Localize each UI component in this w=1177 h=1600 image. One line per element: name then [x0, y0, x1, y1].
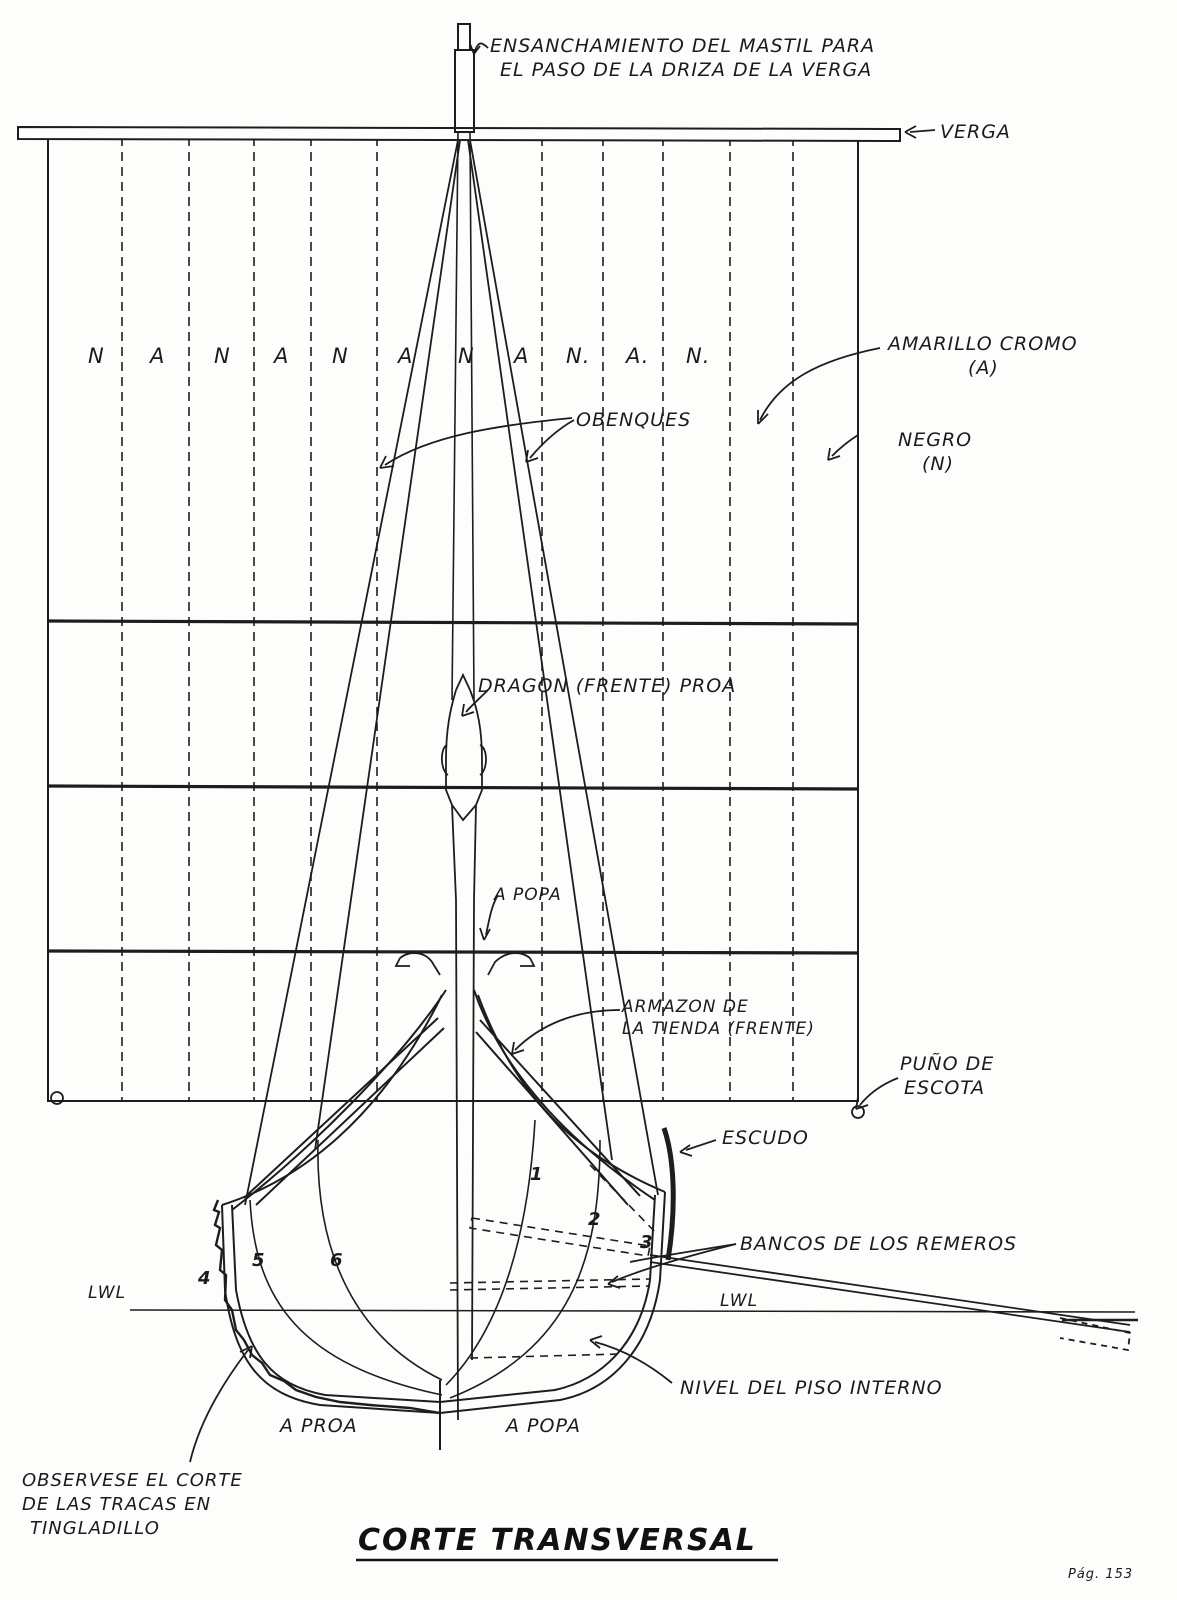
rower-bench [450, 1165, 658, 1358]
stripe-letter: A. [626, 344, 650, 368]
label-lwl-left: LWL [88, 1283, 127, 1303]
stripe-letter: N. [566, 344, 591, 368]
stripe-letter: N [458, 344, 475, 368]
label-tent-frame-1: ARMAZON DE [622, 997, 749, 1017]
yard-spar [18, 127, 900, 141]
label-bow: A PROA [280, 1415, 358, 1437]
stripe-letter: A [150, 344, 166, 368]
label-rower-benches: BANCOS DE LOS REMEROS [740, 1233, 1018, 1255]
sail-stripe-seams [122, 137, 793, 1101]
sail-color-letters [88, 344, 710, 368]
strake-number: 2 [588, 1209, 602, 1230]
clew-ring-left [51, 1092, 63, 1104]
label-shield: ESCUDO [722, 1127, 809, 1149]
label-black: NEGRO [898, 429, 973, 451]
strake-number: 5 [252, 1250, 266, 1271]
strake-number: 1 [530, 1164, 544, 1185]
mast-top-cap [458, 24, 470, 50]
label-shrouds: OBENQUES [576, 409, 692, 431]
strake-number: 3 [640, 1232, 654, 1253]
label-chrome-yellow: AMARILLO CROMO [888, 333, 1078, 355]
label-floor-level: NIVEL DEL PISO INTERNO [680, 1377, 943, 1399]
stripe-letter: N. [686, 344, 711, 368]
label-clew-1: PUÑO DE [900, 1053, 995, 1075]
stripe-letter: A [274, 344, 290, 368]
stripe-letter: N [88, 344, 105, 368]
stripe-letter: A [398, 344, 414, 368]
yard [18, 127, 900, 141]
strake-number: 4 [198, 1268, 212, 1289]
label-black-code: (N) [922, 453, 955, 475]
stripe-letter: A [514, 344, 530, 368]
page-number: Pág. 153 [1068, 1567, 1134, 1582]
stripe-letter: N [214, 344, 231, 368]
mast-widening [455, 50, 474, 132]
hull [222, 990, 665, 1413]
label-yard: VERGA [940, 121, 1011, 143]
label-lwl-right: LWL [720, 1291, 759, 1311]
label-chrome-yellow-code: (A) [968, 357, 999, 379]
label-mast-widening-1: ENSANCHAMIENTO DEL MASTIL PARA [490, 35, 876, 57]
label-clinker-3: TINGLADILLO [30, 1518, 160, 1539]
label-clinker-1: OBSERVESE EL CORTE [22, 1470, 243, 1491]
strake-number: 6 [330, 1250, 344, 1271]
label-clew-2: ESCOTA [904, 1077, 986, 1099]
label-tent-frame-2: LA TIENDA (FRENTE) [622, 1019, 815, 1039]
label-dragon: DRAGON (FRENTE) PROA [478, 675, 737, 697]
label-aft-top: A POPA [494, 885, 562, 905]
label-stern: A POPA [506, 1415, 581, 1437]
label-mast-widening-2: EL PASO DE LA DRIZA DE LA VERGA [500, 59, 873, 81]
label-clinker-2: DE LAS TRACAS EN [22, 1494, 212, 1515]
mast-shaft-right [470, 132, 474, 700]
stripe-letter: N [332, 344, 349, 368]
mast-shaft-left [452, 132, 458, 700]
page-title: CORTE TRANSVERSAL [358, 1523, 757, 1558]
